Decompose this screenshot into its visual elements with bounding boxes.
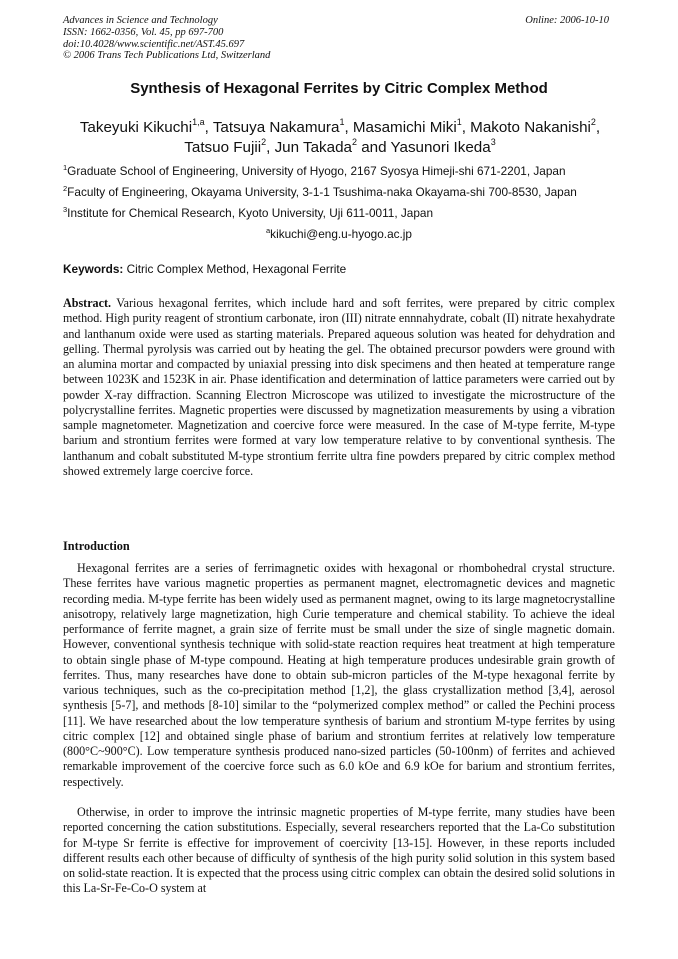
section-heading-introduction: Introduction <box>63 539 130 553</box>
journal-issn: ISSN: 1662-0356, Vol. 45, pp 697-700 <box>63 26 224 38</box>
author: Masamichi Miki$^1$, <box>352 117 471 136</box>
author: Makoto Nakanishi$^2$, <box>470 117 601 136</box>
affiliation-3: $^3$Institute for Chemical Research, Kyoto University, Uji 611-0011, Japan <box>63 205 434 220</box>
abstract <box>63 296 615 479</box>
abstract-label: Abstract. <box>63 296 112 310</box>
online-date: Online: 2006-10-10 <box>525 15 609 26</box>
affiliation-1: $^1$Graduate School of Engineering, University of Hyogo, 2167 Syosya Himeji-shi 671-2201, Japan <box>63 163 566 178</box>
affiliation-2: $^2$Faculty of Engineering, Okayama University, 3-1-1 Tsushima-naka Okayama-shi 700-8530, Japan <box>63 184 577 199</box>
author: Tatsuo Fujii$^2$, <box>184 137 275 156</box>
author: Yasunori Ikeda$^3$ <box>390 137 496 156</box>
author: Jun Takada$^2$ and <box>274 137 391 156</box>
author-list <box>40 118 640 158</box>
paper-title: Synthesis of Hexagonal Ferrites by Citric Complex Method <box>130 80 548 97</box>
keywords-text: Citric Complex Method, Hexagonal Ferrite <box>123 262 347 276</box>
introduction-paragraph-1: Hexagonal ferrites are a series of ferrimagnetic oxides with hexagonal or rhombohedral crystal structure. These ferrites have various magnetic properties as permanent magnet, electromagnetic devices and magnetic recording media. M-type ferrite has been widely used as permanent magnet, owing to its large magnetocrystalline anisotropy, relatively large magnetization, high Curie temperature and chemical stability. To achieve the ideal performance of ferrite magnet, a grain size of ferrite must be small under the size of single magnetic domain. However, conventional synthesis technique with solid-state reaction requires heat treatment at high temperature to obtain single phase of M-type compound. Heating at high temperature produces undesirable grain growth of ferrites. Thus, many researches have done to obtain sub-micron particles of the M-type hexagonal ferrite by various techniques, such as the co-precipitation method [1,2], the glass crystallization method [3,4], aerosol synthesis [5-7], and methods [8-10] similar to the “polymerized complex method” or called the Pechini process [11]. We have researched about the low temperature synthesis of barium and strontium M-type ferrites by using citric complex [12] and obtained single phase of barium and strontium ferrites at relatively low temperature (800°C~900°C). Low temperature synthesis produced nano-sized particles (50-100nm) of ferrites and achieved remarkable improvement of the coercive force such as 6.0 kOe and 6.9 kOe for barium and strontium ferrites, respectively. <box>63 561 615 789</box>
keywords-label: Keywords: <box>63 262 124 276</box>
journal-copyright: © 2006 Trans Tech Publications Ltd, Switzerland <box>63 50 271 62</box>
journal-name: Advances in Science and Technology <box>63 15 218 26</box>
author: Tatsuya Nakamura$^1$, <box>212 117 353 136</box>
journal-doi: doi:10.4028/www.scientific.net/AST.45.697 <box>63 38 245 50</box>
journal-citation-block <box>63 15 270 62</box>
author: Takeyuki Kikuchi$^{1,a}$, <box>79 117 213 136</box>
introduction-paragraph-2: Otherwise, in order to improve the intrinsic magnetic properties of M-type ferrite, many studies have been reported concerning the cation substitutions. Especially, several researchers reported that the La-Co substitution for M-type Sr ferrite is effective for improvement of coercivity [13-15]. However, in these reports included different results each other because of difficulty of synthesis of the high purity solid solution in this system based on solid-state reaction. It is expected that the process using citric complex can obtain the desired solid solutions in this La-Sr-Fe-Co-O system at <box>63 805 615 896</box>
keywords <box>63 262 346 276</box>
contact-email[interactable]: $^a$kikuchi@eng.u-hyogo.ac.jp <box>266 226 412 241</box>
abstract-text: Various hexagonal ferrites, which include hard and soft ferrites, were prepared by citric complex method. High purity reagent of strontium carbonate, iron (III) nitrate ennnahydrate, cobalt (II) nitrate hexahydrate and lanthanum oxide were used as starting materials. Prepared aqueous solution was heated for dehydration and gelling. Thermal pyrolysis was carried out by heating the gel. The obtained precursor powders were ground with an alumina mortar and compacted by uniaxial pressing into disk specimens and then heated at temperature range between 1023K and 1523K in air. Phase identification and determination of lattice parameters were carried out by powder X-ray diffraction. Scanning Electron Microscope was utilized to investigate the microstructure of the polycrystalline ferrites. Magnetic properties were discussed by magnetization measurements by using a vibration sample magnetometer. Magnetization and coercive force were measured. In the case of M-type ferrite, M-type barium and strontium ferrites were formed at vary low temperature relative to by conventional synthesis. The lanthanum and cobalt substituted M-type strontium ferrite ultra fine powders prepared by citric complex method showed extremely large coercive force. <box>63 296 615 478</box>
